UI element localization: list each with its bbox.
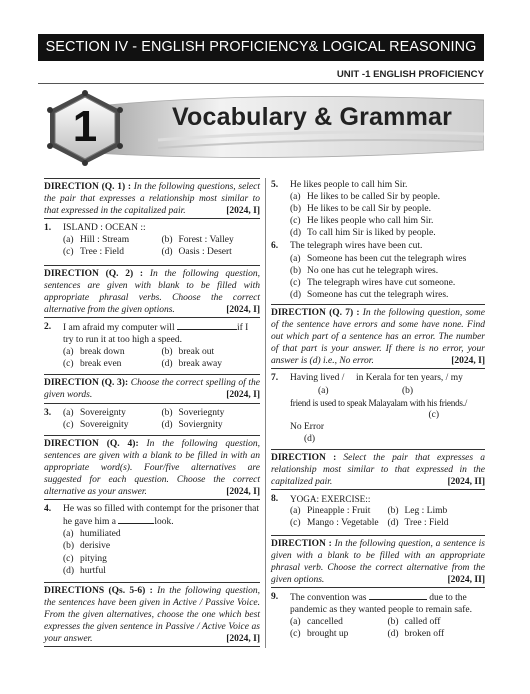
direction-label: DIRECTION (Q. 4): bbox=[44, 438, 139, 449]
sentence-part-a: Having lived / bbox=[290, 373, 345, 384]
question-text-cont: look. bbox=[154, 517, 174, 528]
option-letter: (a) bbox=[290, 253, 301, 264]
direction-text: In the following question, sentences are given with a blank to be filled in with an appropriate word(s). Four/five alternatives are suggested for each question. Choose the correct alternative as your answer. bbox=[44, 438, 260, 498]
option-row bbox=[290, 215, 485, 227]
direction-label: DIRECTION (Q. 1) : bbox=[44, 182, 132, 192]
option-b: called off bbox=[404, 617, 441, 628]
option-letter: (a) bbox=[63, 529, 74, 540]
question-3 bbox=[44, 407, 260, 419]
chapter-number: 1 bbox=[72, 102, 98, 151]
answer-blank bbox=[369, 591, 427, 600]
option-c: Tree : Field bbox=[80, 247, 124, 258]
option-b: Leg : Limb bbox=[404, 506, 448, 517]
section-title-bar bbox=[38, 34, 484, 61]
year-tag: [2024, I] bbox=[226, 487, 260, 498]
option-row bbox=[290, 289, 485, 301]
question-text-cont: if I try to run it at too high a speed. bbox=[63, 322, 249, 346]
chapter-title: Vocabulary & Grammar bbox=[172, 103, 453, 131]
option-letter: (a) bbox=[63, 235, 74, 246]
answer-blank bbox=[118, 515, 154, 524]
question-number: 5. bbox=[271, 180, 279, 190]
option-letter: (d) bbox=[161, 419, 173, 430]
year-tag: [2024, II] bbox=[447, 477, 485, 488]
part-marker-d: (d) bbox=[304, 433, 316, 444]
option-b: He likes to be call Sir by people. bbox=[307, 204, 431, 215]
option-letter: (c) bbox=[290, 518, 301, 529]
option-c: Mango : Vegetable bbox=[307, 518, 379, 529]
option-letter: (d) bbox=[161, 247, 173, 258]
option-letter: (b) bbox=[290, 204, 302, 215]
options-row bbox=[290, 505, 485, 517]
question-text: The convention was bbox=[290, 592, 367, 603]
answer-blank bbox=[177, 321, 237, 330]
option-letter: (a) bbox=[290, 192, 301, 203]
option-d: To call him Sir is liked by people. bbox=[307, 228, 436, 239]
option-letter: (c) bbox=[63, 419, 74, 430]
question-number: 4. bbox=[44, 504, 52, 515]
option-letter: (c) bbox=[63, 359, 74, 370]
option-letter: (a) bbox=[63, 347, 74, 358]
option-row bbox=[290, 253, 485, 265]
option-letter: (b) bbox=[161, 407, 173, 418]
year-tag: [2024, I] bbox=[226, 206, 260, 217]
options-row bbox=[63, 346, 260, 358]
direction-q7 bbox=[271, 304, 485, 369]
options-row bbox=[63, 419, 260, 431]
direction-text: In the following question, sentences are given with blank to be filled with appropriate phrasal verbs. Choose the correct alternative from the given options. bbox=[44, 268, 260, 315]
option-letter: (b) bbox=[387, 617, 399, 628]
question-text: The telegraph wires have been cut. bbox=[290, 241, 423, 252]
option-row bbox=[63, 553, 260, 565]
direction-text: In the following question, some of the sentence have errors and some have none. Find out which part of a sentence has an error. The number of that part is your answer. If there is no error, your answer is (d) i.e., No error. bbox=[271, 307, 485, 367]
question-number: 9. bbox=[271, 591, 279, 602]
option-letter: (d) bbox=[161, 359, 173, 370]
question-text: He was so filled with contempt for the prisoner that he gave him a bbox=[63, 504, 260, 528]
direction-q1 bbox=[44, 178, 260, 219]
option-a: cancelled bbox=[307, 617, 343, 628]
option-letter: (c) bbox=[63, 553, 74, 564]
option-letter: (c) bbox=[290, 216, 301, 227]
question-9 bbox=[271, 591, 485, 616]
option-row bbox=[290, 203, 485, 215]
option-letter: (a) bbox=[63, 407, 74, 418]
direction-label: DIRECTION (Q. 7) : bbox=[271, 307, 360, 318]
question-2 bbox=[44, 321, 260, 346]
option-a: He likes to be called Sir by people. bbox=[307, 192, 440, 203]
option-c: brought up bbox=[307, 629, 349, 640]
direction-q2 bbox=[44, 265, 260, 318]
part-marker-c: (c) bbox=[428, 409, 439, 420]
option-a: break down bbox=[80, 347, 125, 358]
question-text-cont: due to the pandemic as they wanted people to remain safe. bbox=[290, 592, 473, 615]
question-number: 3. bbox=[44, 407, 52, 418]
option-letter: (d) bbox=[387, 629, 399, 640]
option-d: break away bbox=[178, 359, 223, 370]
sentence-part-c: friend is used to speak Malayalam with his friends./ bbox=[290, 397, 468, 408]
direction-label: DIRECTION (Q. 2) : bbox=[44, 268, 144, 279]
option-c: Sovereignity bbox=[80, 419, 129, 430]
option-row bbox=[63, 540, 260, 552]
question-text: YOGA: EXERCISE:: bbox=[290, 494, 371, 505]
direction-q3 bbox=[44, 374, 260, 403]
question-text: He likes people to call him Sir. bbox=[290, 180, 408, 190]
option-letter: (d) bbox=[63, 565, 75, 576]
option-a: Sovereignty bbox=[80, 407, 126, 418]
option-a: humiliated bbox=[80, 529, 121, 540]
option-letter: (b) bbox=[387, 506, 399, 517]
direction-text: In the following question, the sentences have been given in Active / Passive Voice. From the given alternatives, choose the one which best expresses the given sentence in Passive / Active Voice as your answer. bbox=[44, 585, 260, 645]
year-tag: [2024, I] bbox=[451, 356, 485, 367]
right-column bbox=[271, 178, 485, 640]
option-a: Someone has been cut the telegraph wires bbox=[307, 253, 467, 264]
part-marker-a: (a) bbox=[318, 385, 329, 396]
option-c: He likes people who call him Sir. bbox=[307, 216, 434, 227]
question-number: 7. bbox=[271, 373, 279, 384]
option-d: broken off bbox=[404, 629, 445, 640]
direction-q4 bbox=[44, 435, 260, 500]
option-row bbox=[290, 227, 485, 239]
option-c: pitying bbox=[80, 553, 107, 564]
option-letter: (d) bbox=[290, 228, 302, 239]
year-tag: [2024, I] bbox=[226, 304, 260, 315]
year-tag: [2024, I] bbox=[226, 634, 260, 645]
direction-q9 bbox=[271, 535, 485, 588]
option-letter: (c) bbox=[63, 247, 74, 258]
direction-label: DIRECTIONS (Qs. 5-6) : bbox=[44, 585, 153, 596]
direction-q8 bbox=[271, 449, 485, 490]
option-row bbox=[290, 277, 485, 289]
question-7 bbox=[271, 372, 485, 445]
options-row bbox=[63, 358, 260, 370]
option-row bbox=[63, 528, 260, 540]
option-letter: (b) bbox=[290, 265, 302, 276]
part-marker-b: (b) bbox=[402, 385, 414, 396]
question-number: 2. bbox=[44, 321, 52, 332]
options-row bbox=[63, 234, 260, 246]
direction-text: Select the pair that expresses a relationship most similar to that expressed in the capitalized pair. bbox=[271, 452, 486, 488]
option-letter: (d) bbox=[290, 289, 302, 300]
left-column bbox=[44, 178, 260, 650]
option-d: Oasis : Desert bbox=[178, 247, 232, 258]
question-8 bbox=[271, 493, 485, 505]
column-divider bbox=[265, 178, 266, 648]
question-5 bbox=[271, 179, 485, 191]
option-d: Soviergnity bbox=[178, 419, 223, 430]
question-number: 8. bbox=[271, 494, 279, 505]
options-row bbox=[290, 628, 485, 640]
question-number: 6. bbox=[271, 241, 279, 252]
direction-label: DIRECTION : bbox=[271, 452, 337, 463]
option-letter: (c) bbox=[290, 277, 301, 288]
option-c: The telegraph wires have cut someone. bbox=[307, 277, 456, 288]
direction-label: DIRECTION : bbox=[271, 538, 332, 549]
year-tag: [2024, II] bbox=[447, 574, 485, 585]
option-row bbox=[63, 565, 260, 577]
option-letter: (a) bbox=[290, 617, 301, 628]
option-letter: (b) bbox=[161, 347, 173, 358]
option-row bbox=[290, 265, 485, 277]
year-tag: [2024, I] bbox=[226, 390, 260, 401]
option-b: break out bbox=[178, 347, 215, 358]
option-a: Hill : Stream bbox=[80, 235, 130, 246]
options-row bbox=[290, 616, 485, 628]
option-letter: (a) bbox=[290, 506, 301, 517]
option-b: No one has cut he telegraph wires. bbox=[307, 265, 439, 276]
question-text: ISLAND : OCEAN :: bbox=[63, 223, 146, 234]
option-letter: (b) bbox=[161, 235, 173, 246]
sentence-part-b: in Kerala for ten years, / my bbox=[356, 373, 463, 384]
direction-text: In the following questions, select the pair that expresses a relationship most similar to that expressed in the capitalized pair. bbox=[44, 182, 260, 217]
question-4 bbox=[44, 503, 260, 528]
option-d: Someone has cut the telegraph wires. bbox=[307, 289, 449, 300]
question-1 bbox=[44, 222, 260, 234]
direction-text: In the following question, a sentence is given with a blank to be filled with an appropriate phrasal verb. Choose the correct alternative from the given options. bbox=[271, 538, 486, 585]
option-letter: (d) bbox=[387, 518, 399, 529]
unit-divider bbox=[38, 83, 484, 84]
option-c: break even bbox=[80, 359, 122, 370]
option-letter: (c) bbox=[290, 629, 301, 640]
option-d: hurtful bbox=[80, 565, 106, 576]
section-title: SECTION IV - ENGLISH PROFICIENCY& LOGICAL REASONING bbox=[45, 39, 477, 55]
unit-label: UNIT -1 ENGLISH PROFICIENCY bbox=[336, 69, 484, 80]
option-b: Soveriegnty bbox=[178, 407, 225, 418]
direction-q5-6 bbox=[44, 582, 260, 647]
option-a: Pineapple : Fruit bbox=[307, 506, 371, 517]
options-row bbox=[290, 517, 485, 529]
option-row bbox=[290, 191, 485, 203]
direction-label: DIRECTION (Q. 3): bbox=[44, 378, 129, 389]
option-b: derisive bbox=[80, 541, 111, 552]
options-row bbox=[63, 246, 260, 258]
option-d: Tree : Field bbox=[404, 518, 449, 529]
question-text: I am afraid my computer will bbox=[63, 322, 175, 333]
question-6 bbox=[271, 240, 485, 252]
option-letter: (b) bbox=[63, 541, 75, 552]
question-number: 1. bbox=[44, 223, 52, 234]
direction-text: Choose the correct spelling of the given words. bbox=[44, 378, 261, 401]
option-b: Forest : Valley bbox=[178, 235, 234, 246]
sentence-part-d: No Error bbox=[290, 421, 325, 432]
